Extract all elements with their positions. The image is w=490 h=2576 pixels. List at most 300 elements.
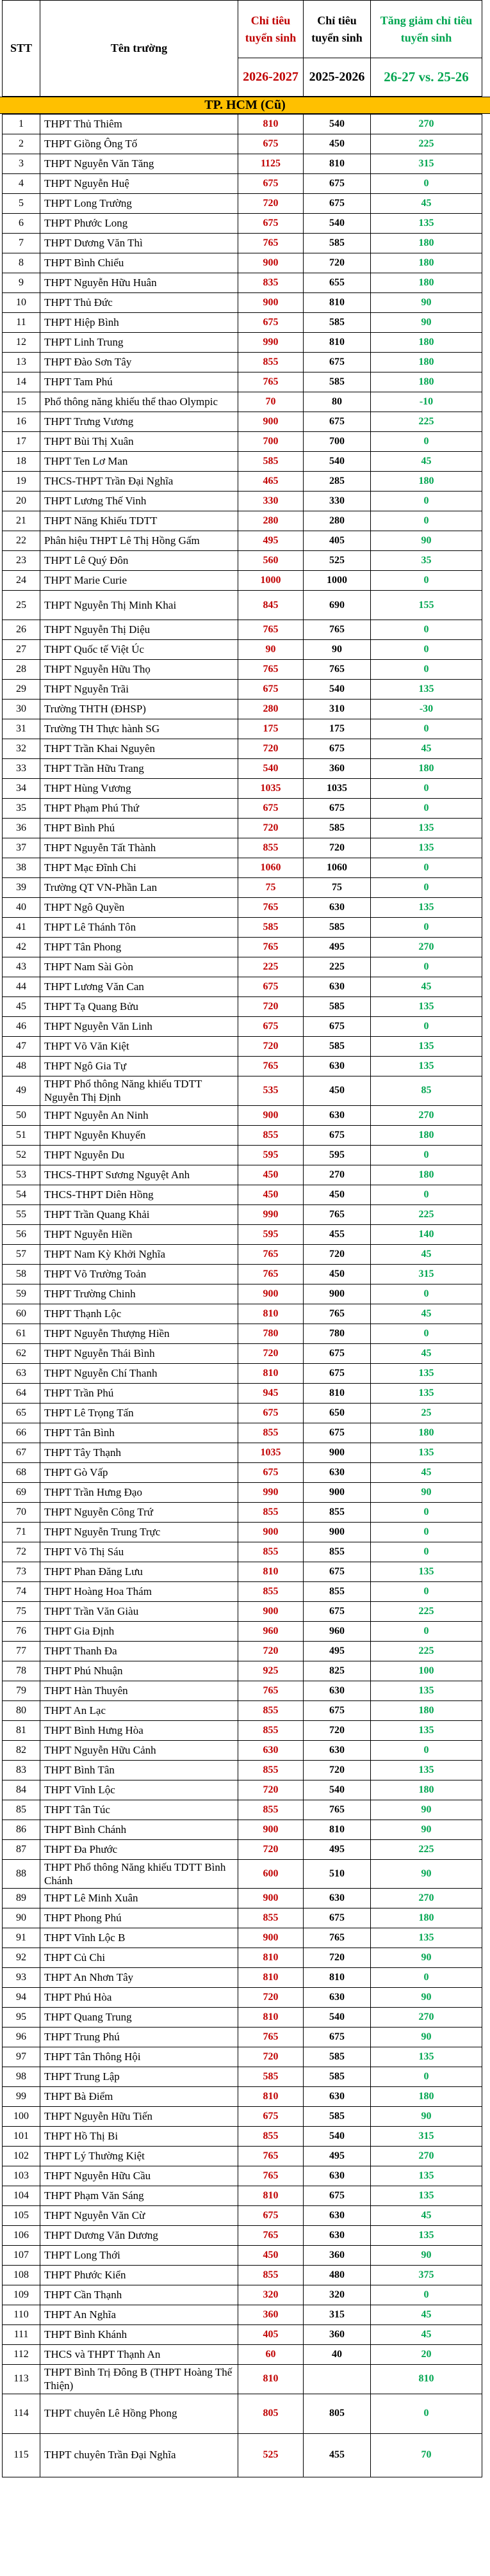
school-name: THPT Bình Trị Đông B (THPT Hoàng Thế Thiện)	[40, 2365, 238, 2394]
quota-2026-value: 1035	[238, 1443, 304, 1462]
row-number: 91	[3, 1928, 40, 1948]
school-name: THPT Gia Định	[40, 1621, 238, 1641]
quota-2025-value: 765	[304, 1800, 371, 1820]
row-number: 17	[3, 432, 40, 452]
row-number: 112	[3, 2345, 40, 2365]
quota-2025-value: 630	[304, 2087, 371, 2107]
quota-2025-value: 900	[304, 1482, 371, 1502]
school-name: THCS-THPT Sương Nguyệt Anh	[40, 1165, 238, 1185]
table-row	[3, 1641, 482, 1661]
quota-2025-value: 675	[304, 353, 371, 372]
table-row	[3, 492, 482, 511]
quota-2025-value: 40	[304, 2345, 371, 2365]
quota-2026-value: 810	[238, 1562, 304, 1581]
quota-2026-value: 780	[238, 1324, 304, 1343]
table-row	[3, 997, 482, 1017]
quota-2026-value: 465	[238, 472, 304, 492]
row-number: 37	[3, 838, 40, 858]
quota-diff-value: 180	[371, 253, 482, 273]
quota-2025-value: 585	[304, 819, 371, 838]
quota-diff-value: 135	[371, 1037, 482, 1057]
quota-diff-value: 135	[371, 2226, 482, 2246]
quota-diff-value: 135	[371, 1443, 482, 1462]
school-name: THPT Thanh Đa	[40, 1641, 238, 1661]
table-row	[3, 898, 482, 918]
quota-diff-value: 0	[371, 640, 482, 660]
quota-2025-value: 450	[304, 1264, 371, 1284]
school-name: THPT Đào Sơn Tây	[40, 353, 238, 372]
school-name: THPT Hồ Thị Bi	[40, 2127, 238, 2147]
school-name: THPT Trần Phú	[40, 1383, 238, 1403]
quota-2025-value: 675	[304, 174, 371, 194]
table-row	[3, 2127, 482, 2147]
quota-2025-value: 525	[304, 551, 371, 571]
quota-2026-value: 1000	[238, 571, 304, 591]
row-number: 85	[3, 1800, 40, 1820]
table-row	[3, 2186, 482, 2206]
quota-2025-value: 900	[304, 1284, 371, 1304]
row-number: 56	[3, 1224, 40, 1244]
header-diff-title: Tăng giảm chỉ tiêu tuyển sinh	[371, 1, 482, 58]
table-row	[3, 1681, 482, 1700]
quota-2025-value: 630	[304, 1889, 371, 1908]
table-row	[3, 1105, 482, 1125]
row-number: 71	[3, 1522, 40, 1542]
row-number: 22	[3, 531, 40, 551]
row-number: 105	[3, 2206, 40, 2226]
row-number: 16	[3, 412, 40, 432]
school-name: THPT Vĩnh Lộc	[40, 1780, 238, 1800]
table-row	[3, 472, 482, 492]
quota-diff-value: 0	[371, 1145, 482, 1165]
quota-2026-value: 810	[238, 2008, 304, 2028]
quota-diff-value: 0	[371, 719, 482, 739]
school-name: THPT Nguyễn Công Trứ	[40, 1502, 238, 1522]
school-name: THPT Phổ thông Năng khiếu TDTT Bình Chánh	[40, 1859, 238, 1889]
quota-diff-value: 180	[371, 1700, 482, 1720]
quota-2026-value: 765	[238, 620, 304, 640]
school-name: THPT Nguyễn Hữu Cảnh	[40, 1740, 238, 1760]
quota-2025-value: 650	[304, 1403, 371, 1423]
row-number: 86	[3, 1820, 40, 1839]
quota-2026-value: 90	[238, 640, 304, 660]
quota-2025-value: 720	[304, 1948, 371, 1968]
quota-2025-value: 810	[304, 154, 371, 174]
row-number: 77	[3, 1641, 40, 1661]
quota-2025-value: 675	[304, 2028, 371, 2047]
table-row	[3, 719, 482, 739]
row-number: 88	[3, 1859, 40, 1889]
quota-2026-value: 675	[238, 174, 304, 194]
quota-diff-value: 0	[371, 571, 482, 591]
header-stt: STT	[3, 1, 40, 97]
quota-2025-value: 510	[304, 1859, 371, 1889]
quota-2025-value: 75	[304, 878, 371, 898]
table-row	[3, 918, 482, 938]
table-row	[3, 819, 482, 838]
quota-2025-value: 280	[304, 511, 371, 531]
quota-2025-value: 655	[304, 273, 371, 293]
quota-2025-value: 690	[304, 591, 371, 620]
row-number: 2	[3, 134, 40, 154]
quota-2026-value: 765	[238, 938, 304, 957]
quota-2025-value: 1035	[304, 779, 371, 799]
quota-diff-value: 90	[371, 1859, 482, 1889]
school-name: THPT Củ Chi	[40, 1948, 238, 1968]
row-number: 60	[3, 1304, 40, 1324]
school-name: THPT Tạ Quang Bửu	[40, 997, 238, 1017]
quota-2026-value: 1035	[238, 779, 304, 799]
row-number: 72	[3, 1542, 40, 1562]
school-name: THPT Thủ Thiêm	[40, 115, 238, 134]
row-number: 79	[3, 1681, 40, 1700]
quota-2025-value: 675	[304, 412, 371, 432]
school-name: THPT Nguyễn Du	[40, 1145, 238, 1165]
school-name: THPT Nguyễn Thị Diệu	[40, 620, 238, 640]
quota-2025-value: 630	[304, 1057, 371, 1076]
quota-2026-value: 1060	[238, 858, 304, 878]
table-row	[3, 412, 482, 432]
quota-2025-value: 310	[304, 700, 371, 719]
quota-2026-value: 720	[238, 1641, 304, 1661]
quota-2025-value: 540	[304, 1780, 371, 1800]
table-row	[3, 372, 482, 392]
quota-2025-value: 585	[304, 313, 371, 333]
quota-2026-value: 720	[238, 819, 304, 838]
quota-2025-value: 585	[304, 918, 371, 938]
quota-diff-value: 180	[371, 472, 482, 492]
table-row	[3, 2394, 482, 2433]
quota-2025-value: 855	[304, 1502, 371, 1522]
school-name: THPT Quốc tế Việt Úc	[40, 640, 238, 660]
school-name: THPT Trung Lập	[40, 2067, 238, 2087]
quota-diff-value: 135	[371, 1562, 482, 1581]
table-row	[3, 353, 482, 372]
quota-diff-value: 225	[371, 1839, 482, 1859]
quota-2026-value: 70	[238, 392, 304, 412]
quota-2025-value: 720	[304, 1760, 371, 1780]
row-number: 29	[3, 680, 40, 700]
school-name: THPT Nguyễn Hiền	[40, 1224, 238, 1244]
row-number: 90	[3, 1908, 40, 1928]
quota-2026-value: 990	[238, 1204, 304, 1224]
table-row	[3, 154, 482, 174]
quota-2025-value: 720	[304, 1244, 371, 1264]
table-row	[3, 2147, 482, 2166]
row-number: 53	[3, 1165, 40, 1185]
quota-diff-value: 315	[371, 1264, 482, 1284]
quota-diff-value: 25	[371, 1403, 482, 1423]
row-number: 92	[3, 1948, 40, 1968]
quota-2026-value: 810	[238, 2186, 304, 2206]
row-number: 23	[3, 551, 40, 571]
table-row	[3, 1125, 482, 1145]
quota-2025-value: 360	[304, 2325, 371, 2345]
quota-diff-value: 45	[371, 1304, 482, 1324]
quota-2025-value: 495	[304, 1641, 371, 1661]
quota-2026-value: 75	[238, 878, 304, 898]
quota-2026-value: 925	[238, 1661, 304, 1681]
quota-2026-value: 765	[238, 2166, 304, 2186]
school-name: THPT Nguyễn Văn Cừ	[40, 2206, 238, 2226]
table-row	[3, 1700, 482, 1720]
row-number: 61	[3, 1324, 40, 1343]
table-row	[3, 1601, 482, 1621]
row-number: 106	[3, 2226, 40, 2246]
quota-2025-value: 675	[304, 2186, 371, 2206]
quota-diff-value: 135	[371, 819, 482, 838]
row-number: 5	[3, 194, 40, 214]
quota-2025-value: 675	[304, 1343, 371, 1363]
school-name: THCS và THPT Thạnh An	[40, 2345, 238, 2365]
quota-2026-value: 835	[238, 273, 304, 293]
quota-2025-value: 540	[304, 2008, 371, 2028]
table-row	[3, 1740, 482, 1760]
table-row	[3, 1165, 482, 1185]
quota-diff-value: 135	[371, 898, 482, 918]
table-row	[3, 2226, 482, 2246]
quota-diff-value: 180	[371, 234, 482, 253]
school-name: THPT Vĩnh Lộc B	[40, 1928, 238, 1948]
quota-2026-value: 175	[238, 719, 304, 739]
quota-2026-value: 855	[238, 1720, 304, 1740]
row-number: 64	[3, 1383, 40, 1403]
school-name: THPT Tam Phú	[40, 372, 238, 392]
quota-diff-value: 225	[371, 1601, 482, 1621]
row-number: 74	[3, 1581, 40, 1601]
quota-2026-value: 700	[238, 432, 304, 452]
quota-diff-value: 70	[371, 2433, 482, 2477]
row-number: 11	[3, 313, 40, 333]
quota-2025-value: 585	[304, 234, 371, 253]
quota-2025-value: 80	[304, 392, 371, 412]
school-name: Phân hiệu THPT Lê Thị Hồng Gấm	[40, 531, 238, 551]
table-row	[3, 1968, 482, 1988]
quota-2026-value: 900	[238, 253, 304, 273]
quota-2025-value: 630	[304, 1988, 371, 2008]
quota-2025-value: 630	[304, 1105, 371, 1125]
quota-diff-value: 180	[371, 1165, 482, 1185]
school-name: THPT Giồng Ông Tố	[40, 134, 238, 154]
row-number: 67	[3, 1443, 40, 1462]
row-number: 32	[3, 739, 40, 759]
school-name: THPT Lê Minh Xuân	[40, 1889, 238, 1908]
quota-2026-value: 900	[238, 1601, 304, 1621]
quota-2026-value: 805	[238, 2394, 304, 2433]
quota-2025-value: 540	[304, 115, 371, 134]
quota-diff-value: 0	[371, 1542, 482, 1562]
quota-2026-value: 990	[238, 333, 304, 353]
school-name: THPT Nguyễn Trung Trực	[40, 1522, 238, 1542]
table-row	[3, 452, 482, 472]
row-number: 104	[3, 2186, 40, 2206]
school-name: THPT Hoàng Hoa Thám	[40, 1581, 238, 1601]
table-row	[3, 1462, 482, 1482]
quota-2026-value: 845	[238, 591, 304, 620]
table-row	[3, 313, 482, 333]
school-name: THPT Cần Thạnh	[40, 2285, 238, 2305]
quota-2025-value: 630	[304, 1462, 371, 1482]
quota-diff-value: 0	[371, 492, 482, 511]
row-number: 54	[3, 1185, 40, 1204]
quota-2025-value: 810	[304, 293, 371, 313]
table-row	[3, 957, 482, 977]
school-name: THPT Lý Thường Kiệt	[40, 2147, 238, 2166]
quota-diff-value: 45	[371, 194, 482, 214]
quota-2025-value: 495	[304, 2147, 371, 2166]
quota-diff-value: 0	[371, 1968, 482, 1988]
school-name: THPT Bình Phú	[40, 819, 238, 838]
quota-2026-value: 585	[238, 452, 304, 472]
quota-2025-value: 480	[304, 2266, 371, 2285]
row-number: 42	[3, 938, 40, 957]
row-number: 18	[3, 452, 40, 472]
quota-2026-value: 810	[238, 1304, 304, 1324]
row-number: 110	[3, 2305, 40, 2325]
school-name: THPT Trần Văn Giàu	[40, 1601, 238, 1621]
school-name: THPT Ten Lơ Man	[40, 452, 238, 472]
quota-diff-value: 225	[371, 134, 482, 154]
quota-2026-value: 765	[238, 2028, 304, 2047]
quota-2026-value: 720	[238, 739, 304, 759]
table-row	[3, 531, 482, 551]
quota-2026-value: 765	[238, 1264, 304, 1284]
quota-2026-value: 720	[238, 1839, 304, 1859]
quota-2026-value: 855	[238, 1908, 304, 1928]
table-row	[3, 1780, 482, 1800]
quota-2025-value: 675	[304, 1125, 371, 1145]
quota-2026-value: 320	[238, 2285, 304, 2305]
quota-2025-value: 90	[304, 640, 371, 660]
school-name: THCS-THPT Diên Hồng	[40, 1185, 238, 1204]
school-name: THPT Lương Thế Vinh	[40, 492, 238, 511]
quota-2025-value: 495	[304, 1839, 371, 1859]
table-row	[3, 1443, 482, 1462]
row-number: 40	[3, 898, 40, 918]
table-row	[3, 392, 482, 412]
quota-2026-value: 855	[238, 1760, 304, 1780]
school-name: THPT Phú Hòa	[40, 1988, 238, 2008]
quota-2025-value: 630	[304, 1681, 371, 1700]
row-number: 94	[3, 1988, 40, 2008]
table-row	[3, 1145, 482, 1165]
row-number: 9	[3, 273, 40, 293]
row-number: 93	[3, 1968, 40, 1988]
quota-2026-value: 720	[238, 1343, 304, 1363]
school-name: THPT Trung Phú	[40, 2028, 238, 2047]
quota-2025-value: 900	[304, 1522, 371, 1542]
row-number: 47	[3, 1037, 40, 1057]
school-name: THPT Phạm Phú Thứ	[40, 799, 238, 819]
table-row	[3, 1889, 482, 1908]
school-name: THPT Nguyễn Tất Thành	[40, 838, 238, 858]
quota-diff-value: 180	[371, 1780, 482, 1800]
table-row	[3, 591, 482, 620]
quota-2025-value: 810	[304, 1820, 371, 1839]
school-name: THPT An Nhơn Tây	[40, 1968, 238, 1988]
school-name: THPT Nguyễn Hữu Cầu	[40, 2166, 238, 2186]
school-name: THPT Nguyễn Hữu Huân	[40, 273, 238, 293]
quota-2026-value: 495	[238, 531, 304, 551]
quota-2026-value: 960	[238, 1621, 304, 1641]
table-row	[3, 333, 482, 353]
table-row	[3, 838, 482, 858]
quota-diff-value: 315	[371, 154, 482, 174]
school-name: THPT Tân Bình	[40, 1423, 238, 1443]
school-name: THPT Năng Khiếu TDTT	[40, 511, 238, 531]
table-row	[3, 273, 482, 293]
row-number: 83	[3, 1760, 40, 1780]
table-row	[3, 1482, 482, 1502]
quota-diff-value: 180	[371, 1125, 482, 1145]
row-number: 108	[3, 2266, 40, 2285]
table-row	[3, 1017, 482, 1037]
quota-2025-value: 585	[304, 2067, 371, 2087]
table-row	[3, 1542, 482, 1562]
quota-diff-value: 90	[371, 531, 482, 551]
row-number: 46	[3, 1017, 40, 1037]
quota-diff-value: 135	[371, 2186, 482, 2206]
quota-diff-value: 270	[371, 1105, 482, 1125]
row-number: 103	[3, 2166, 40, 2186]
row-number: 21	[3, 511, 40, 531]
quota-diff-value: 0	[371, 1324, 482, 1343]
quota-diff-value: 135	[371, 838, 482, 858]
quota-diff-value: 225	[371, 1641, 482, 1661]
quota-2026-value: 900	[238, 1284, 304, 1304]
quota-2026-value: 855	[238, 1542, 304, 1562]
table-row	[3, 2433, 482, 2477]
school-name: THPT Nguyễn Chí Thanh	[40, 1363, 238, 1383]
quota-diff-value: 0	[371, 1502, 482, 1522]
school-name: THPT Marie Curie	[40, 571, 238, 591]
table-row	[3, 2325, 482, 2345]
table-row	[3, 2107, 482, 2127]
row-number: 113	[3, 2365, 40, 2394]
row-number: 57	[3, 1244, 40, 1264]
school-name: THPT Lê Thánh Tôn	[40, 918, 238, 938]
table-row	[3, 1423, 482, 1443]
school-name: THPT An Nghĩa	[40, 2305, 238, 2325]
quota-2026-value: 810	[238, 2087, 304, 2107]
table-row	[3, 1621, 482, 1641]
quota-2025-value: 765	[304, 1304, 371, 1324]
quota-2026-value: 595	[238, 1224, 304, 1244]
quota-2025-value: 540	[304, 680, 371, 700]
quota-2026-value: 675	[238, 977, 304, 997]
table-row	[3, 1988, 482, 2008]
quota-2025-value: 765	[304, 1928, 371, 1948]
table-row	[3, 1244, 482, 1264]
quota-2025-value: 720	[304, 1720, 371, 1740]
quota-diff-value: 0	[371, 779, 482, 799]
table-row	[3, 2047, 482, 2067]
quota-2026-value: 675	[238, 1403, 304, 1423]
row-number: 34	[3, 779, 40, 799]
quota-2026-value: 560	[238, 551, 304, 571]
row-number: 65	[3, 1403, 40, 1423]
table-row	[3, 2285, 482, 2305]
quota-2025-value: 825	[304, 1661, 371, 1681]
row-number: 24	[3, 571, 40, 591]
quota-diff-value: 135	[371, 997, 482, 1017]
table-row	[3, 1720, 482, 1740]
school-name: Phổ thông năng khiếu thể thao Olympic	[40, 392, 238, 412]
quota-diff-value: 270	[371, 115, 482, 134]
row-number: 31	[3, 719, 40, 739]
table-row	[3, 858, 482, 878]
quota-2026-value: 900	[238, 1928, 304, 1948]
